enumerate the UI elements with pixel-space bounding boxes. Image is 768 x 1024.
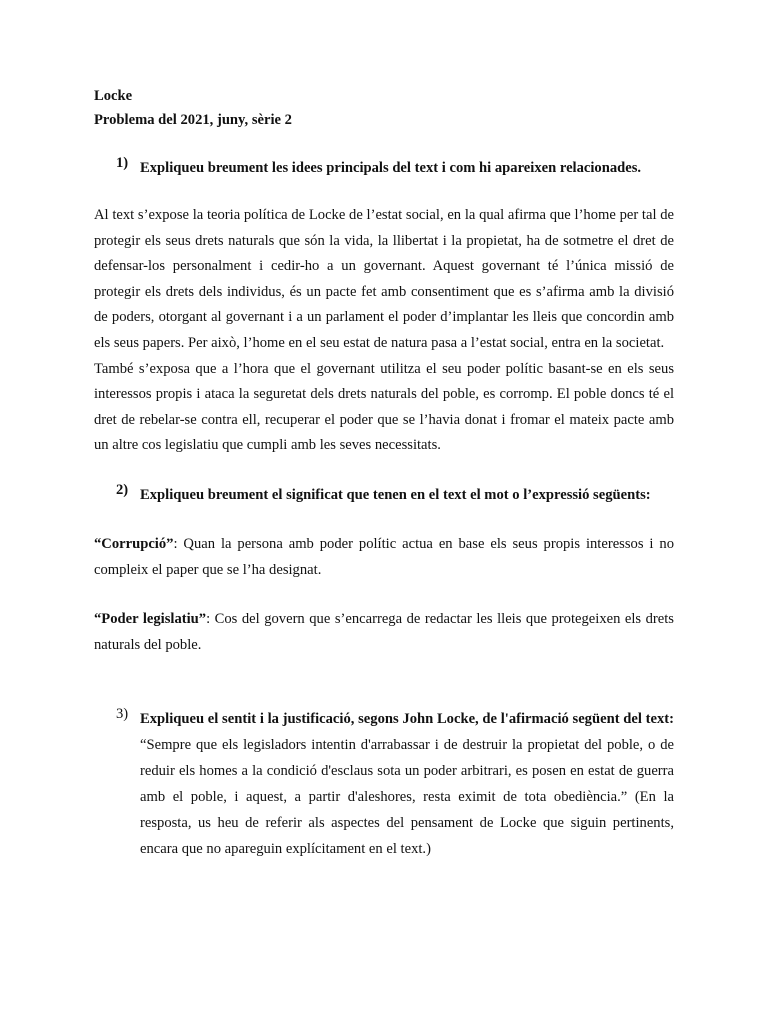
definition-corrupcio-term: “Corrupció”	[94, 535, 174, 552]
question-3-prompt: Expliqueu el sentit i la justificació, segons John Locke, de l'afirmació següent del text:	[140, 711, 674, 728]
document-subtitle: Problema del 2021, juny, sèrie 2	[94, 112, 292, 128]
question-3-number: 3)	[116, 706, 129, 723]
question-3	[116, 706, 674, 862]
document-page	[94, 84, 674, 862]
document-author: Locke	[94, 88, 133, 104]
question-2-text: Expliqueu breument el significat que tenen en el text el mot o l’expressió següents:	[140, 486, 651, 503]
answer-1-paragraph-1: Al text s’expose la teoria política de Locke de l’estat social, en la qual afirma que l’home per tal de protegir els seus drets naturals que són la vida, la llibertat i la propietat, ha de sotmetre el dret de defensar-los personalment i cedir-ho a un governant. Aquest governant té l’única missió de protegir els drets dels individus, és un pacte fet amb consentiment que es s’afirma amb la divisió de poders, otorgant al governant i a un parlament el poder d’implantar les lleis que concordin amb els seus papers. Per això, l’home en el seu estat de natura pasa a l’estat social, entra en la societat.	[94, 207, 674, 351]
definition-corrupcio-text: : Quan la persona amb poder polític actua en base els seus propis interessos i no compleix el paper que se l’ha designat.	[94, 535, 674, 578]
definition-poder-legislatiu-text: : Cos del govern que s’encarrega de redactar les lleis que protegeixen els drets naturals del poble.	[94, 611, 674, 653]
definition-corrupcio	[94, 532, 674, 583]
definition-poder-legislatiu-term: “Poder legislatiu”	[94, 611, 207, 628]
question-2	[116, 482, 674, 508]
question-1-number: 1)	[116, 155, 129, 171]
question-3-text	[140, 706, 674, 862]
question-1	[116, 155, 674, 181]
question-3-quote: “Sempre que els legisladors intentin d'arrabassar i de destruir la propietat del poble, o de reduir els homes a la condició d'esclaus sota un poder arbitrari, es posen en estat de guerra amb el poble, i aquest, a partir d'aleshores, resta eximit de tota obediència.” (En la resposta, us heu de referir als aspectes del pensament de Locke que siguin pertinents, encara que no apareguin explícitament en el text.)	[140, 737, 674, 858]
question-2-number: 2)	[116, 481, 129, 498]
definition-poder-legislatiu	[94, 607, 674, 658]
question-1-text: Expliqueu breument les idees principals del text i com hi apareixen relacionades.	[140, 160, 642, 176]
answer-1-paragraph-2: També s’exposa que a l’hora que el governant utilitza el seu poder polític basant-se en els seus interessos propis i ataca la seguretat dels drets naturals del poble, es corromp. El poble doncs té el dret de rebelar-se contra ell, recuperar el poder que se l’havia donat i fromar el mateix pacte amb un altre cos legislatiu que cumpli amb les seves necessitats.	[94, 360, 674, 454]
